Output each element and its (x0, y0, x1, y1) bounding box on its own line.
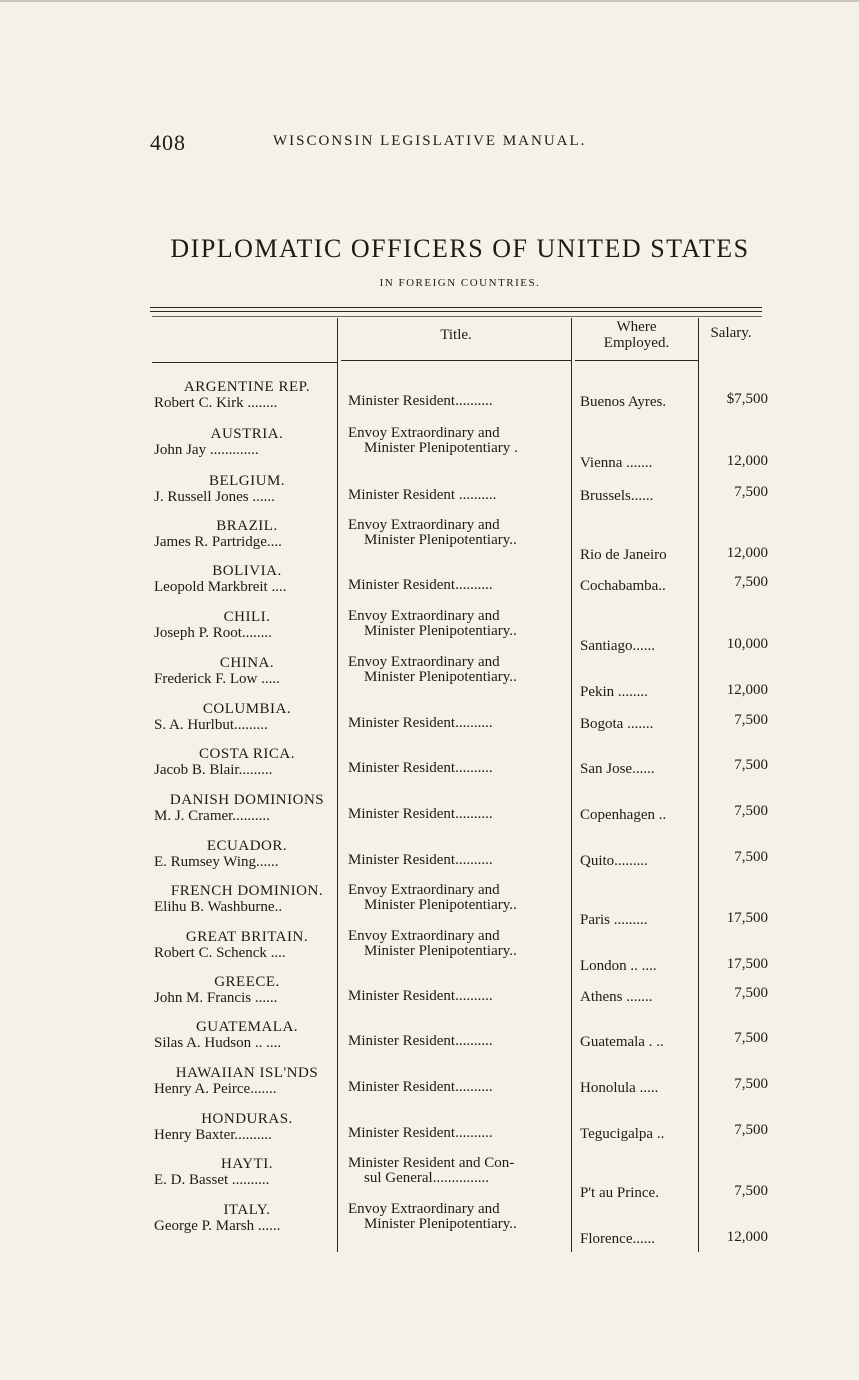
place-employed: Quito......... (580, 853, 648, 869)
place-employed: P't au Prince. (580, 1185, 659, 1201)
country-name: BELGIUM. (208, 473, 286, 489)
column-header-where-line2: Employed. (603, 335, 670, 351)
place-employed: Rio de Janeiro (580, 547, 667, 563)
officer-title (348, 426, 572, 456)
officer-name: Robert C. Kirk ........ (154, 395, 278, 411)
officer-title-line2: Minister Plenipotentiary.. (364, 943, 517, 959)
table-row (0, 929, 859, 973)
officer-title (348, 655, 572, 685)
officer-title-line1: Minister Resident .......... (348, 488, 497, 503)
running-title: WISCONSIN LEGISLATIVE MANUAL. (273, 133, 587, 149)
header-rule (152, 362, 337, 363)
officer-title-line2: Minister Plenipotentiary.. (364, 897, 517, 913)
officer-title-line2: sul General............... (364, 1170, 489, 1186)
officer-title (348, 1156, 572, 1186)
officer-title-line1: Minister Resident.......... (348, 1034, 493, 1049)
officer-title-line1: Minister Resident.......... (348, 761, 493, 776)
officer-title (348, 1202, 572, 1232)
officer-title-line1: Minister Resident.......... (348, 394, 493, 409)
salary-value: 7,500 (734, 1076, 768, 1092)
salary-value: 10,000 (726, 636, 768, 652)
table-row (0, 563, 859, 607)
country-name: AUSTRIA. (210, 426, 284, 442)
place-employed: San Jose...... (580, 761, 655, 777)
country-name: ITALY. (223, 1202, 271, 1218)
officer-name: Leopold Markbreit .... (154, 579, 287, 595)
country-name: GUATEMALA. (195, 1019, 299, 1035)
country-name: COSTA RICA. (199, 746, 295, 762)
officer-name: James R. Partridge.... (154, 534, 282, 550)
officer-title-line1: Envoy Extraordinary and (348, 655, 500, 670)
table-row (0, 1019, 859, 1063)
salary-value: 12,000 (726, 682, 768, 698)
officer-title (348, 609, 572, 639)
officer-title-line1: Minister Resident.......... (348, 1126, 493, 1141)
table-row (0, 1065, 859, 1109)
country-name: FRENCH DOMINION. (170, 883, 324, 899)
country-name: BRAZIL. (216, 518, 278, 534)
officer-name: E. Rumsey Wing...... (154, 854, 279, 870)
officer-title-line1: Envoy Extraordinary and (348, 883, 500, 898)
country-name: CHILI. (223, 609, 271, 625)
place-employed: Pekin ........ (580, 684, 648, 700)
salary-value: 7,500 (734, 1122, 768, 1138)
place-employed: Guatemala . .. (580, 1034, 664, 1050)
page-title: DIPLOMATIC OFFICERS OF UNITED STATES (170, 234, 750, 263)
officer-title (348, 1034, 572, 1049)
officer-name: E. D. Basset .......... (154, 1172, 270, 1188)
officer-title (348, 883, 572, 913)
place-employed: Paris ......... (580, 912, 648, 928)
salary-value: 7,500 (734, 803, 768, 819)
country-name: GREAT BRITAIN. (185, 929, 309, 945)
table-row (0, 974, 859, 1018)
salary-value: 12,000 (726, 1229, 768, 1245)
officer-name: Elihu B. Washburne.. (154, 899, 283, 915)
top-rule-thin (152, 316, 762, 317)
officer-title-line1: Envoy Extraordinary and (348, 1202, 500, 1217)
officer-name: Robert C. Schenck .... (154, 945, 286, 961)
officer-title (348, 807, 572, 822)
country-name: HAYTI. (220, 1156, 274, 1172)
country-name: COLUMBIA. (202, 701, 292, 717)
column-header-title: Title. (440, 327, 472, 343)
salary-value: 7,500 (734, 484, 768, 500)
officer-title (348, 518, 572, 548)
officer-title-line1: Minister Resident.......... (348, 807, 493, 822)
table-row (0, 426, 859, 470)
officer-title-line1: Envoy Extraordinary and (348, 426, 500, 441)
header-rule (341, 360, 571, 361)
place-employed: Florence...... (580, 1231, 655, 1247)
officer-name: Silas A. Hudson .. .... (154, 1035, 282, 1051)
salary-value: 7,500 (734, 1183, 768, 1199)
country-name: BOLIVIA. (212, 563, 282, 579)
place-employed: Brussels...... (580, 488, 654, 504)
place-employed: Tegucigalpa .. (580, 1126, 665, 1142)
place-employed: London .. .... (580, 958, 657, 974)
officer-name: Henry A. Peirce....... (154, 1081, 277, 1097)
running-head (150, 130, 650, 154)
place-employed: Cochabamba.. (580, 578, 666, 594)
column-header-where-line1: Where (616, 319, 657, 335)
officer-name: George P. Marsh ...... (154, 1218, 281, 1234)
salary-value: 7,500 (734, 712, 768, 728)
page-subtitle: IN FOREIGN COUNTRIES. (379, 277, 541, 289)
table-row (0, 655, 859, 699)
officer-title (348, 853, 572, 868)
salary-value: 7,500 (734, 574, 768, 590)
table-row (0, 1156, 859, 1200)
officer-title-line1: Minister Resident.......... (348, 578, 493, 593)
salary-value: 7,500 (734, 757, 768, 773)
salary-value: 17,500 (726, 956, 768, 972)
salary-value: 7,500 (734, 849, 768, 865)
column-header-salary: Salary. (710, 325, 752, 341)
officer-name: Jacob B. Blair......... (154, 762, 273, 778)
officer-title (348, 761, 572, 776)
officer-title-line2: Minister Plenipotentiary.. (364, 532, 517, 548)
country-name: HAWAIIAN ISL'NDS (175, 1065, 319, 1081)
table-row (0, 1111, 859, 1155)
officer-name: John M. Francis ...... (154, 990, 278, 1006)
top-rule-inner (150, 311, 762, 312)
officer-title (348, 989, 572, 1004)
place-employed: Vienna ....... (580, 455, 653, 471)
salary-value: 17,500 (726, 910, 768, 926)
officer-title-line1: Envoy Extraordinary and (348, 609, 500, 624)
table-row (0, 746, 859, 790)
officer-name: S. A. Hurlbut......... (154, 717, 268, 733)
column-header-where (575, 319, 698, 351)
table-row (0, 518, 859, 562)
officer-title-line2: Minister Plenipotentiary . (364, 440, 518, 456)
officer-name: Joseph P. Root........ (154, 625, 272, 641)
officer-title (348, 394, 572, 409)
country-name: CHINA. (219, 655, 275, 671)
place-employed: Athens ....... (580, 989, 653, 1005)
country-name: GREECE. (214, 974, 280, 990)
table-row (0, 1202, 859, 1246)
table-row (0, 379, 859, 423)
officer-name: John Jay ............. (154, 442, 259, 458)
officer-name: J. Russell Jones ...... (154, 489, 275, 505)
place-employed: Copenhagen .. (580, 807, 667, 823)
officer-title-line1: Minister Resident and Con- (348, 1156, 515, 1171)
salary-value: 7,500 (734, 985, 768, 1001)
officer-title-line1: Envoy Extraordinary and (348, 518, 500, 533)
place-employed: Buenos Ayres. (580, 394, 667, 410)
officer-name: Frederick F. Low ..... (154, 671, 280, 687)
officer-title-line2: Minister Plenipotentiary.. (364, 669, 517, 685)
place-employed: Bogota ....... (580, 716, 654, 732)
officer-title-line1: Minister Resident.......... (348, 716, 493, 731)
officer-name: M. J. Cramer.......... (154, 808, 270, 824)
place-employed: Honolula ..... (580, 1080, 659, 1096)
page-number: 408 (150, 130, 186, 155)
top-rule (150, 307, 762, 308)
table-row (0, 792, 859, 836)
officer-title-line2: Minister Plenipotentiary.. (364, 1216, 517, 1232)
officer-title (348, 929, 572, 959)
salary-value: 12,000 (726, 545, 768, 561)
country-name: DANISH DOMINIONS (169, 792, 325, 808)
table-row (0, 473, 859, 517)
officer-name: Henry Baxter.......... (154, 1127, 272, 1143)
table-row (0, 883, 859, 927)
salary-value: $7,500 (726, 391, 768, 407)
officer-title (348, 1080, 572, 1095)
officer-title (348, 1126, 572, 1141)
table-row (0, 838, 859, 882)
place-employed: Santiago...... (580, 638, 655, 654)
page-top-edge (0, 0, 859, 2)
header-rule (575, 360, 698, 361)
officer-title-line2: Minister Plenipotentiary.. (364, 623, 517, 639)
officer-title (348, 488, 572, 503)
officer-title-line1: Minister Resident.......... (348, 989, 493, 1004)
country-name: HONDURAS. (201, 1111, 293, 1127)
officer-title (348, 578, 572, 593)
officer-title-line1: Envoy Extraordinary and (348, 929, 500, 944)
officer-title-line1: Minister Resident.......... (348, 853, 493, 868)
country-name: ARGENTINE REP. (183, 379, 311, 395)
table-row (0, 701, 859, 745)
salary-value: 7,500 (734, 1030, 768, 1046)
table-row (0, 609, 859, 653)
officer-title (348, 716, 572, 731)
salary-value: 12,000 (726, 453, 768, 469)
country-name: ECUADOR. (206, 838, 288, 854)
officer-title-line1: Minister Resident.......... (348, 1080, 493, 1095)
